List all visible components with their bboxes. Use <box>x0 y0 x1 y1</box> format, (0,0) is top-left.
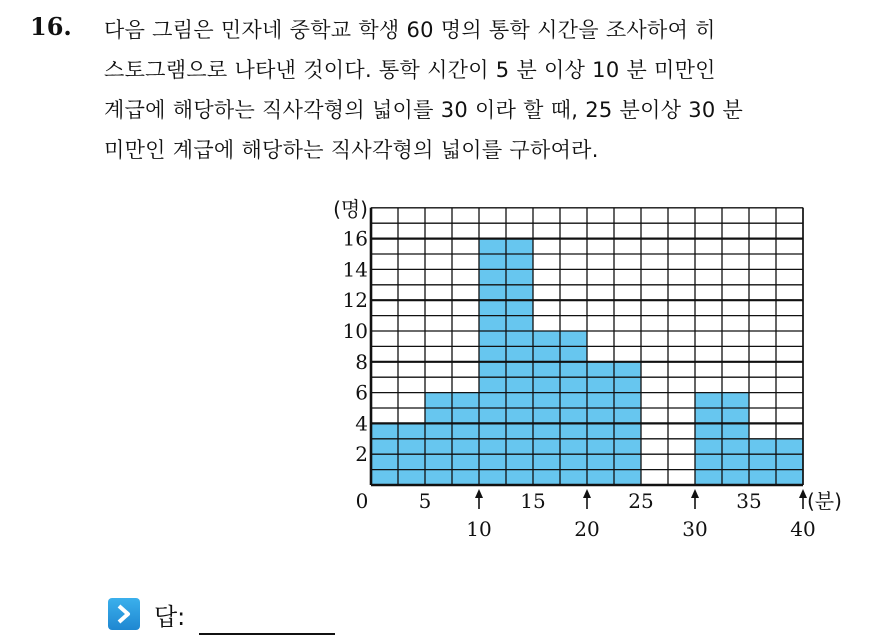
x-axis-label: (분) <box>807 489 842 513</box>
question-text: 다음 그림은 민자네 중학교 학생 60 명의 통학 시간을 조사하여 히 스토그램으로 나타낸 것이다. 통학 시간이 5 분 이상 10 분 미만인 계급에 해당하는 직사각형의 넓이를 30 이라 할 때, 25 분이상 30 분 미만인 계급에 해당하는 직사각형의 넓이를 구하여라. <box>104 18 744 162</box>
tick-arrow-head-icon <box>583 489 591 498</box>
question-number: 16. <box>30 12 72 41</box>
x-tick-label: 10 <box>466 517 492 541</box>
x-tick-label: 40 <box>790 517 816 541</box>
tick-arrow-head-icon <box>475 489 483 498</box>
x-tick-label: 35 <box>736 489 762 513</box>
y-tick-label: 4 <box>355 411 368 436</box>
y-tick-label: 10 <box>342 319 368 343</box>
x-tick-label: 20 <box>574 517 600 541</box>
x-tick-label: 5 <box>418 489 432 513</box>
x-tick-label: 0 <box>355 489 369 513</box>
x-tick-label: 15 <box>520 489 546 513</box>
y-axis-label: (명) <box>333 196 368 221</box>
y-tick-label: 6 <box>355 380 368 405</box>
tick-arrow-head-icon <box>691 489 699 498</box>
answer-label: 답: <box>154 602 186 631</box>
x-tick-label: 30 <box>682 517 708 541</box>
y-tick-label: 2 <box>355 442 368 467</box>
tick-arrow-head-icon <box>799 489 807 498</box>
chevron-right-icon <box>108 598 140 630</box>
y-tick-label: 12 <box>342 288 368 313</box>
y-tick-label: 14 <box>342 257 368 282</box>
y-tick-label: 16 <box>342 226 368 251</box>
x-tick-label: 25 <box>628 489 654 513</box>
y-tick-label: 8 <box>355 349 368 374</box>
answer-blank[interactable] <box>199 593 335 635</box>
answer-row <box>108 594 335 634</box>
